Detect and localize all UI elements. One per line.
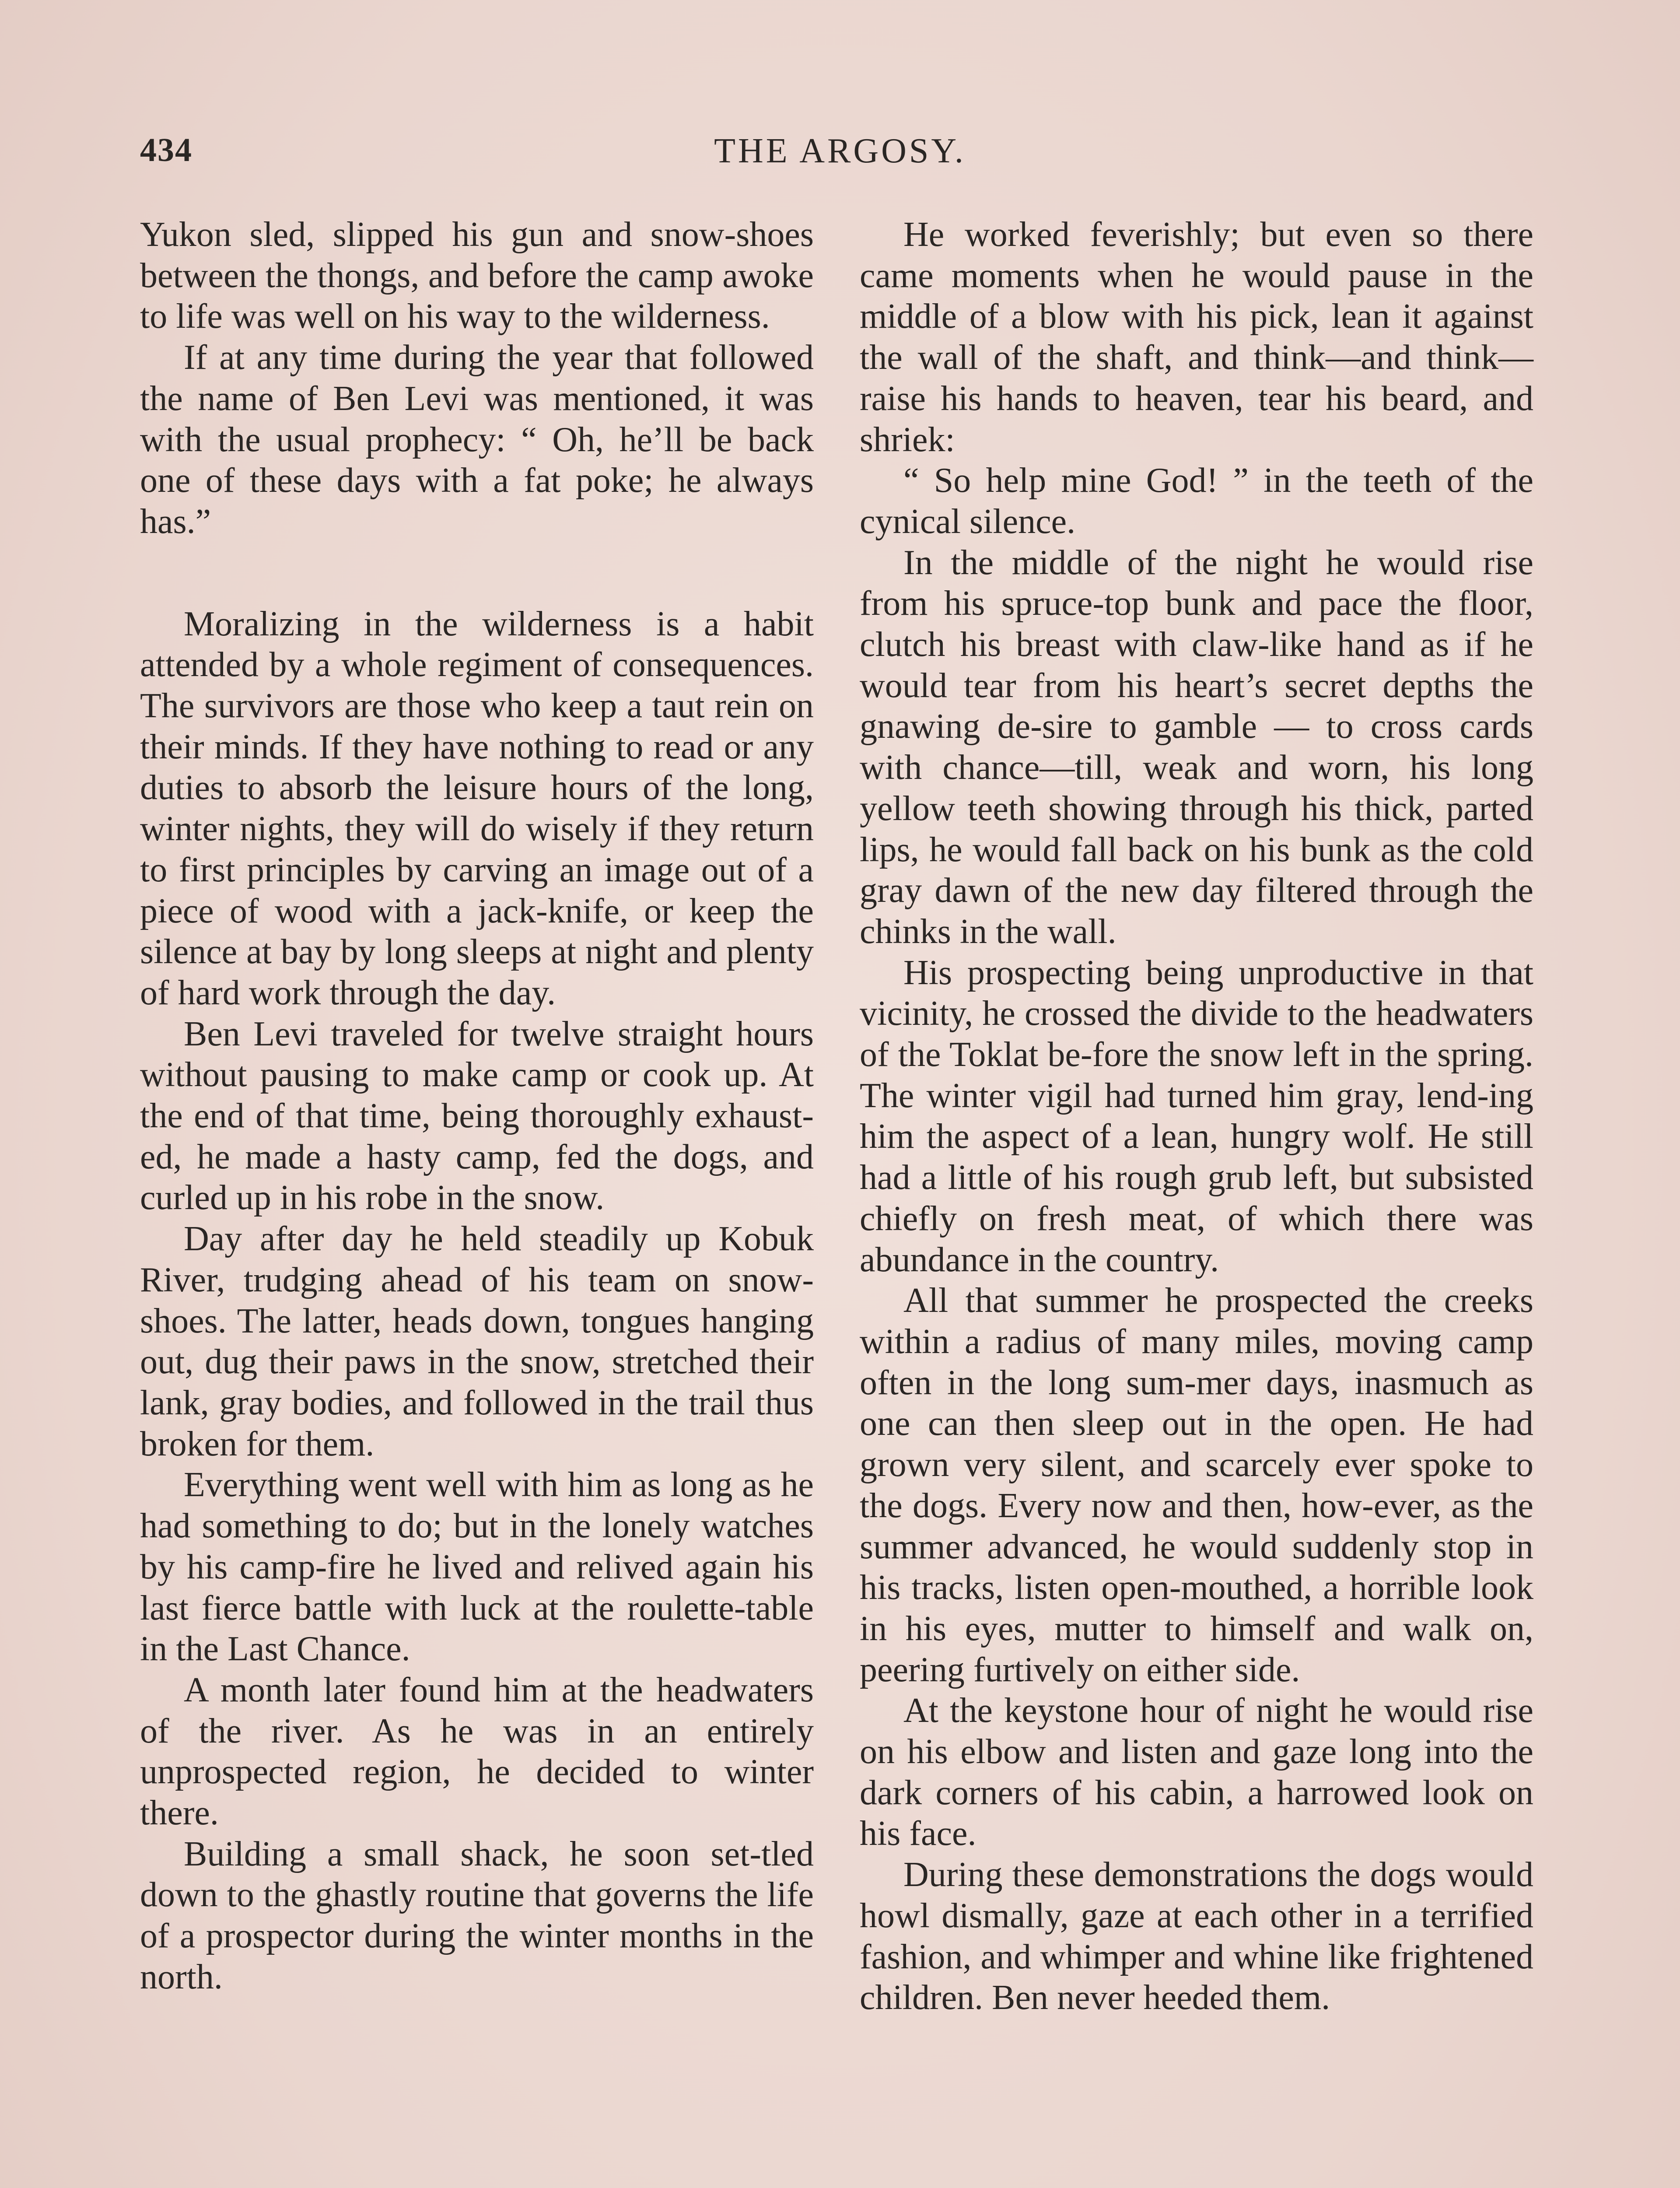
running-head: THE ARGOSY. bbox=[714, 132, 966, 170]
paragraph: Building a small shack, he soon set-tled down to the ghastly routine that governs the life of a prospector during the winter months in the north. bbox=[140, 1834, 814, 1996]
left-column bbox=[140, 214, 814, 1998]
paragraph: During these demonstrations the dogs would howl dismally, gaze at each other in a terrified fashion, and whimper and whine like frightened children. Ben never heeded them. bbox=[860, 1855, 1533, 2017]
right-column bbox=[860, 214, 1533, 2019]
paragraph: Moralizing in the wilderness is a habit attended by a whole regiment of consequences. The survivors are those who keep a taut rein on their minds. If they have nothing to read or any duties to absorb the leisure hours of the long, winter nights, they will do wisely if they return to first principles by carving an image out of a piece of wood with a jack-knife, or keep the silence at bay by long sleeps at night and plenty of hard work through the day. bbox=[140, 604, 814, 1012]
paragraph: Ben Levi traveled for twelve straight hours without pausing to make camp or cook up. At the end of that time, being thoroughly exhaust-ed, he made a hasty camp, fed the dogs, and curled up in his robe in the snow. bbox=[140, 1014, 814, 1217]
paragraph: His prospecting being unproductive in that vicinity, he crossed the divide to the headwaters of the Toklat be-fore the snow left in the spring. The winter vigil had turned him gray, lend-ing him the aspect of a lean, hungry wolf. He still had a little of his rough grub left, but subsisted chiefly on fresh meat, of which there was abundance in the country. bbox=[860, 953, 1533, 1279]
paragraph: At the keystone hour of night he would rise on his elbow and listen and gaze long into the dark corners of his cabin, a harrowed look on his face. bbox=[860, 1691, 1533, 1853]
paragraph: All that summer he prospected the creeks within a radius of many miles, moving camp often in the long sum-mer days, inasmuch as one can then sleep out in the open. He had grown very silent, and scarcely ever spoke to the dogs. Every now and then, how-ever, as the summer advanced, he would suddenly stop in his tracks, listen open-mouthed, a horrible look in his eyes, mutter to himself and walk on, peering furtively on either side. bbox=[860, 1281, 1533, 1689]
page-number: 434 bbox=[140, 132, 192, 168]
paragraph: Yukon sled, slipped his gun and snow-shoes between the thongs, and before the camp awoke to life was well on his way to the wilderness. bbox=[140, 215, 814, 336]
paragraph: “ So help mine God! ” in the teeth of the cynical silence. bbox=[860, 461, 1533, 541]
paragraph: A month later found him at the headwaters of the river. As he was in an entirely unprospected region, he decided to winter there. bbox=[140, 1670, 814, 1833]
paragraph: Everything went well with him as long as he had something to do; but in the lonely watches by his camp-fire he lived and relived again his last fierce battle with luck at the roulette-table in the Last Chance. bbox=[140, 1466, 814, 1669]
paragraph: In the middle of the night he would rise from his spruce-top bunk and pace the floor, clutch his breast with claw-like hand as if he would tear from his heart’s secret depths the gnawing de-sire to gamble — to cross cards with chance—till, weak and worn, his long yellow teeth showing through his thick, parted lips, he would fall back on his bunk as the cold gray dawn of the new day filtered through the chinks in the wall. bbox=[860, 543, 1533, 951]
paragraph: If at any time during the year that followed the name of Ben Levi was mentioned, it was with the usual prophecy: “ Oh, he’ll be back one of these days with a fat poke; he always has.” bbox=[140, 338, 814, 541]
paragraph: Day after day he held steadily up Kobuk River, trudging ahead of his team on snow-shoes. The latter, heads down, tongues hanging out, dug their paws in the snow, stretched their lank, gray bodies, and followed in the trail thus broken for them. bbox=[140, 1220, 814, 1463]
paragraph: He worked feverishly; but even so there came moments when he would pause in the middle of a blow with his pick, lean it against the wall of the shaft, and think—and think—raise his hands to heaven, tear his beard, and shriek: bbox=[860, 215, 1533, 459]
